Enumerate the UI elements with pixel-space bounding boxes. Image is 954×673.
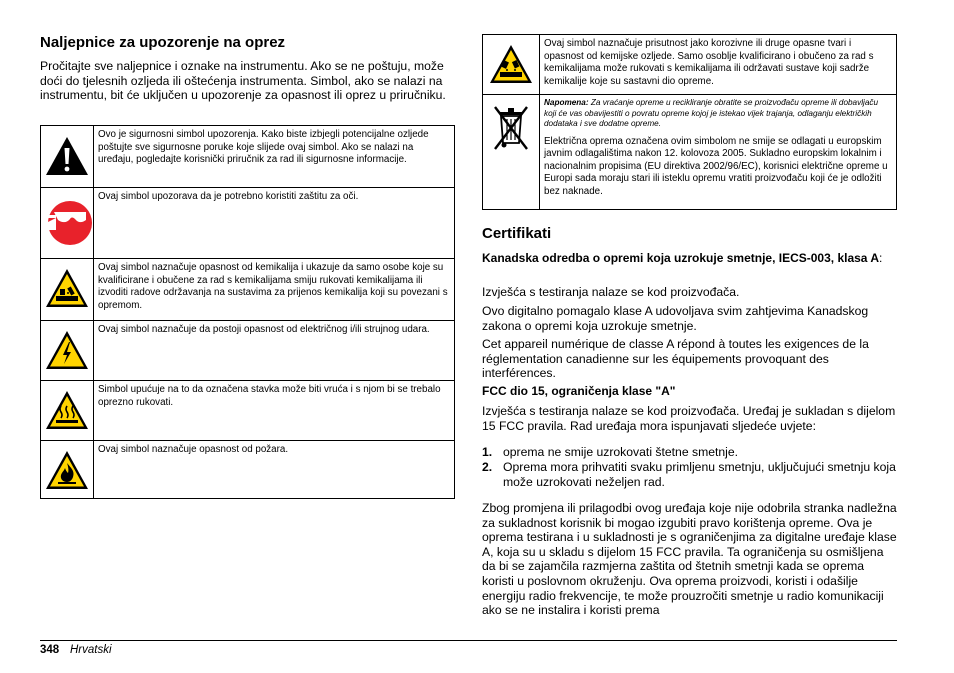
list-number: 1. xyxy=(482,445,493,459)
additional-symbols-table xyxy=(482,34,897,210)
fcc-paragraph-2: Zbog promjena ili prilagodbi ovog uređaja koje nije odobrila stranka nadležna za sukladnost korisnik bi mogao izgubiti pravo korištenja opreme. Ova je oprema testirana i u sukladnosti je s ograničenjima za digitalne uređaje klase A, koja su u skladu s dijelom 15 FCC pravila. Ta ograničenja su osmišljena da bi se zajamčila razmjerna zaštita od štetnih smetnji kada se oprema koristi u poslovnom okruženju. Ova oprema proizvodi, koristi i odašilje energiju radio frekvencije, te može prouzročiti smetnje u radio komunikaciji ako se ne instalira i koristi prema xyxy=(482,501,897,618)
warning-symbols-table xyxy=(40,125,455,499)
symbol-row xyxy=(41,381,455,441)
eye-protection-icon xyxy=(42,196,92,248)
symbol-description: Ovaj simbol naznačuje da postoji opasnost od električnog i/ili strujnog udara. xyxy=(94,321,455,381)
canada-heading xyxy=(482,251,897,266)
symbol-description: Ovo je sigurnosni simbol upozorenja. Kako biste izbjegli potencijalne ozljede poštujte sve sigurnosne poruke koje slijede ovaj simbol. Ako se nalazi na uređaju, pogledajte korisnički priručnik za rad ili sigurnosne informacije. xyxy=(94,126,455,188)
symbol-row xyxy=(41,188,455,259)
section-heading-warning-labels: Naljepnice za upozorenje na oprez xyxy=(40,34,286,51)
symbol-row xyxy=(41,441,455,499)
list-text: Oprema mora prihvatiti svaku primljenu smetnju, uključujući smetnju koja može uzrokovati neželjen rad. xyxy=(503,460,896,490)
symbol-row xyxy=(41,321,455,381)
fire-hazard-icon xyxy=(44,449,90,491)
symbol-description: Ovaj simbol upozorava da je potrebno koristiti zaštitu za oči. xyxy=(94,188,455,259)
electrical-hazard-icon xyxy=(44,329,90,371)
weee-text: Električna oprema označena ovim simbolom ne smije se odlagati u europskim javnim odlagalištima nakon 12. kolovoza 2005. Sukladno europskim lokalnim i nacionalnim propisima (EU direktiva 2002/96/EC), korisnici električne opreme u Europi sada moraju stari ili isteklu opremu vratiti proizvođaču koji će je odložiti bez naknade. xyxy=(544,135,888,197)
symbol-row xyxy=(483,95,897,210)
chemical-hazard-icon xyxy=(44,267,90,309)
weee-note-text: Za vraćanje opreme u recikliranje obratite se proizvođaču opreme ili dobavljaču koji će vas obavijestiti o povratu opreme kojoj je istekao vijek trajanja, odlaganju električkih dodataka i sve dodatne opreme. xyxy=(544,98,879,128)
warning-labels-intro: Pročitajte sve naljepnice i oznake na instrumentu. Ako se ne poštuju, može doći do tjelesnih ozljeda ili oštećenja instrumenta. Simbol, ako se nalazi na instrumentu, bit će uključen u upozorenje za opasnost ili oprez u priručniku. xyxy=(40,59,446,103)
weee-crossed-bin-icon xyxy=(491,103,531,155)
symbol-description: Ovaj simbol naznačuje opasnost od kemikalija i ukazuje da samo osobe koje su kvalificirane i obučene za rad s kemikalijama smiju rukovati kemikalijama ili izvoditi radove održavanja na sustavima za prijenos kemikalija koji su povezani s opremom. xyxy=(94,259,455,321)
corrosive-hazard-icon xyxy=(488,43,534,85)
weee-note xyxy=(544,98,892,130)
list-text: oprema ne smije uzrokovati štetne smetnje. xyxy=(503,445,739,459)
weee-description xyxy=(540,95,897,210)
canada-paragraph-1: Izvješća s testiranja nalaze se kod proizvođača. xyxy=(482,285,740,299)
section-heading-certificates: Certifikati xyxy=(482,225,552,242)
symbol-row xyxy=(41,126,455,188)
fcc-heading: FCC dio 15, ograničenja klase "A" xyxy=(482,384,676,398)
canada-heading-colon: : xyxy=(879,251,883,265)
hot-surface-icon xyxy=(44,389,90,431)
general-warning-icon xyxy=(44,135,90,177)
fcc-conditions-list xyxy=(482,445,897,491)
page-number: 348 xyxy=(40,644,60,656)
weee-note-label: Napomena: xyxy=(544,98,589,107)
canada-paragraph-3: Cet appareil numérique de classe A répond à toutes les exigences de la réglementation canadienne sur les équipements provoquant des interférences. xyxy=(482,337,869,381)
symbol-description: Ovaj simbol naznačuje prisutnost jako korozivne ili druge opasne tvari i opasnost od kemijske ozljede. Samo osoblje kvalificirano i obučeno za rad s kemikalijama može rukovati s kemikalijama ili održavati sustave koji sadrže kemikalije koje su sastavni dio opreme. xyxy=(540,35,897,95)
symbol-row xyxy=(41,259,455,321)
canada-heading-text: Kanadska odredba o opremi koja uzrokuje smetnje, IECS-003, klasa A xyxy=(482,251,880,265)
footer-language: Hrvatski xyxy=(70,644,112,656)
list-number: 2. xyxy=(482,460,493,475)
symbol-description: Simbol upućuje na to da označena stavka može biti vruća i s njom bi se trebalo oprezno rukovati. xyxy=(94,381,455,441)
list-item xyxy=(482,445,897,460)
page-footer xyxy=(40,640,897,656)
canada-paragraph-2: Ovo digitalno pomagalo klase A udovoljava svim zahtjevima Kanadskog zakona o opremi koja uzrokuje smetnje. xyxy=(482,304,869,333)
symbol-description: Ovaj simbol naznačuje opasnost od požara. xyxy=(94,441,455,499)
symbol-row xyxy=(483,35,897,95)
fcc-paragraph-1: Izvješća s testiranja nalaze se kod proizvođača. Uređaj je sukladan s dijelom 15 FCC pravila. Rad uređaja mora ispunjavati sljedeće uvjete: xyxy=(482,404,896,433)
list-item xyxy=(482,460,897,490)
